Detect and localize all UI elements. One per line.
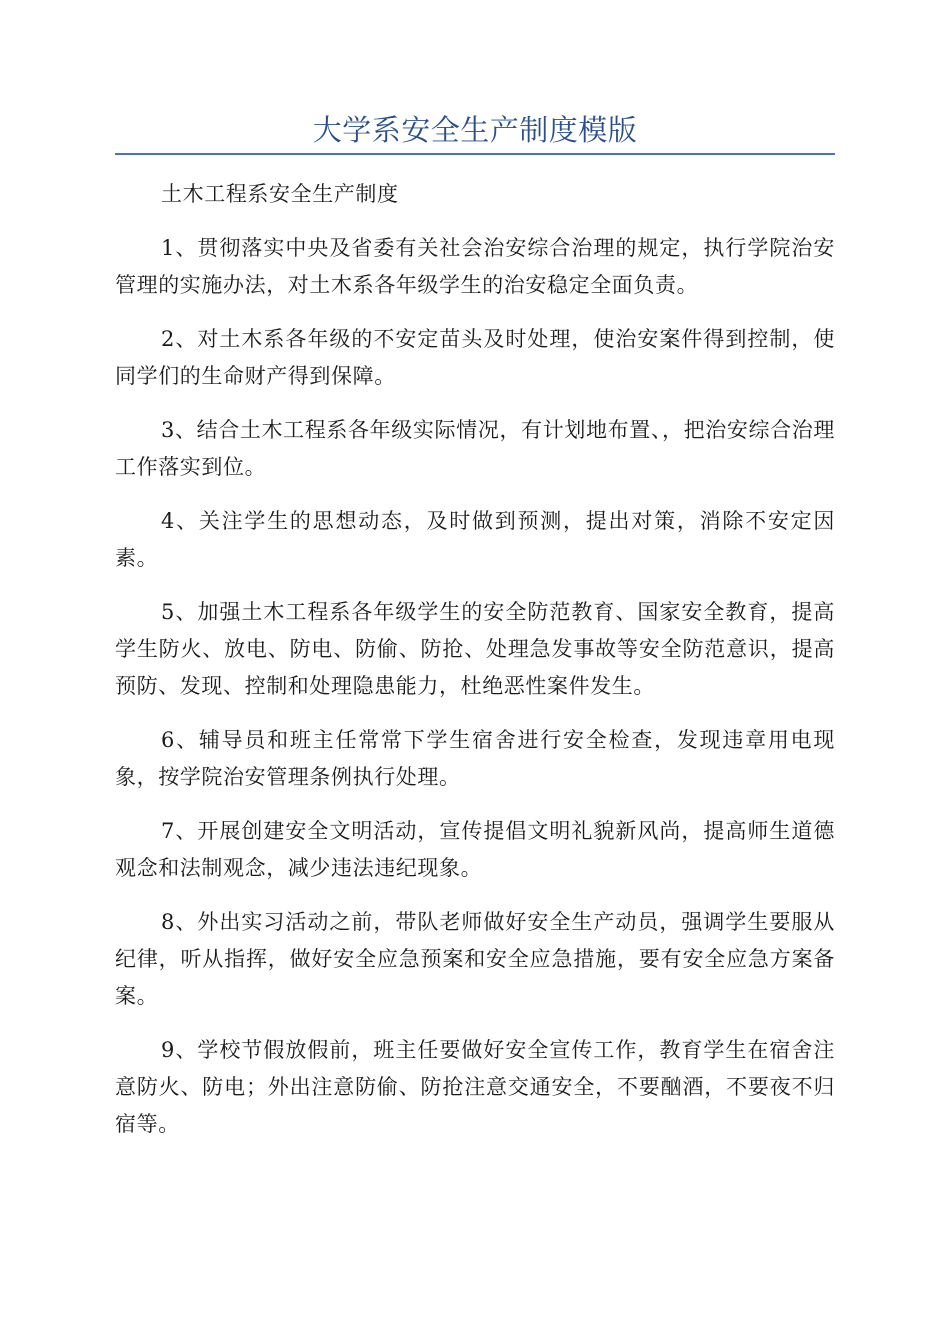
paragraph-4: 4、关注学生的思想动态，及时做到预测，提出对策，消除不安定因素。 [115, 509, 835, 570]
title-underline [115, 153, 835, 155]
paragraph-2: 2、对土木系各年级的不安定苗头及时处理，使治安案件得到控制，使同学们的生命财产得到保障。 [115, 327, 835, 388]
paragraph-5: 5、加强土木工程系各年级学生的安全防范教育、国家安全教育，提高学生防火、放电、防电、防偷、防抢、处理急发事故等安全防范意识，提高预防、发现、控制和处理隐患能力，杜绝恶性案件发生。 [115, 600, 835, 698]
paragraph-6: 6、辅导员和班主任常常下学生宿舍进行安全检查，发现违章用电现象，按学院治安管理条例执行处理。 [115, 728, 835, 789]
document-body [115, 176, 835, 1160]
document-title: 大学系安全生产制度模版 [312, 113, 638, 147]
paragraph-1: 1、贯彻落实中央及省委有关社会治安综合治理的规定，执行学院治安管理的实施办法，对土木系各年级学生的治安稳定全面负责。 [115, 236, 835, 297]
paragraph-9: 9、学校节假放假前，班主任要做好安全宣传工作，教育学生在宿舍注意防火、防电；外出注意防偷、防抢注意交通安全，不要酗酒，不要夜不归宿等。 [115, 1038, 835, 1136]
paragraph-8: 8、外出实习活动之前，带队老师做好安全生产动员，强调学生要服从纪律，听从指挥，做好安全应急预案和安全应急措施，要有安全应急方案备案。 [115, 910, 835, 1008]
paragraph-3: 3、结合土木工程系各年级实际情况，有计划地布置、，把治安综合治理工作落实到位。 [115, 418, 835, 479]
paragraph-7: 7、开展创建安全文明活动，宣传提倡文明礼貌新风尚，提高师生道德观念和法制观念，减少违法违纪现象。 [115, 819, 835, 880]
section-heading: 土木工程系安全生产制度 [161, 182, 399, 206]
